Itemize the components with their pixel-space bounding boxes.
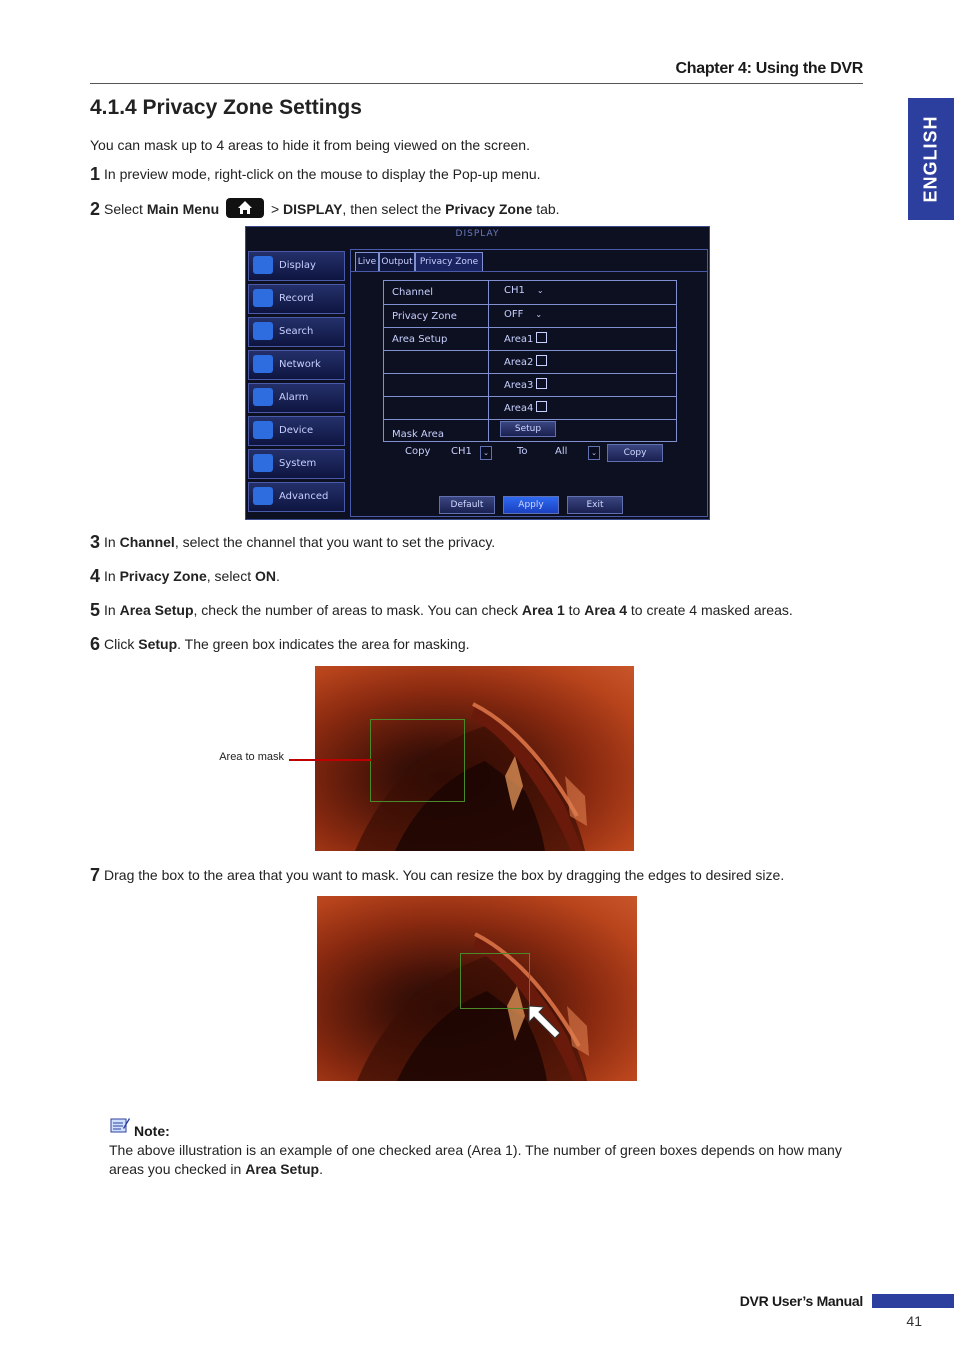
callout-line — [289, 759, 371, 761]
step-6: 6 Click Setup. The green box indicates the area for masking. — [90, 634, 470, 654]
gear-icon — [253, 454, 273, 472]
monitor-icon — [253, 256, 273, 274]
tab-live[interactable]: Live — [355, 252, 379, 272]
sidebar-item-device[interactable]: Device — [248, 416, 345, 446]
language-tab: ENGLISH — [908, 98, 954, 220]
copy-to-select[interactable]: All — [555, 446, 568, 457]
area2-checkbox[interactable]: Area2 — [504, 355, 547, 368]
tab-privacy-zone[interactable]: Privacy Zone — [415, 252, 483, 272]
dvr-sidebar — [248, 249, 345, 517]
footer-accent-bar — [872, 1294, 954, 1308]
arrow-cursor-icon — [525, 1002, 565, 1042]
sidebar-item-display[interactable]: Display — [248, 251, 345, 281]
mask-area-box-moved[interactable] — [460, 953, 530, 1009]
exit-button[interactable]: Exit — [567, 496, 623, 514]
alarm-icon — [253, 388, 273, 406]
area-to-mask-callout: Area to mask — [219, 751, 284, 763]
mask-area-box[interactable] — [370, 719, 465, 802]
default-button[interactable]: Default — [439, 496, 495, 514]
step-2: 2 Select Main Menu > DISPLAY, then select the Privacy Zone tab. — [90, 199, 560, 219]
privacy-zone-label: Privacy Zone — [392, 311, 457, 322]
sidebar-item-network[interactable]: Network — [248, 350, 345, 380]
sidebar-item-record[interactable]: Record — [248, 284, 345, 314]
search-icon — [253, 322, 273, 340]
area4-checkbox[interactable]: Area4 — [504, 401, 547, 414]
footer-manual-title: DVR User’s Manual — [739, 1293, 863, 1309]
copy-label: Copy — [405, 446, 431, 457]
note-icon — [109, 1116, 131, 1134]
device-icon — [253, 421, 273, 439]
privacy-zone-select[interactable]: OFF ⌄ — [504, 309, 543, 320]
sidebar-item-system[interactable]: System — [248, 449, 345, 479]
tab-output[interactable]: Output — [379, 252, 415, 272]
page-number: 41 — [906, 1313, 922, 1329]
chapter-header: Chapter 4: Using the DVR — [675, 60, 863, 77]
area3-checkbox[interactable]: Area3 — [504, 378, 547, 391]
network-icon — [253, 355, 273, 373]
home-icon — [226, 198, 264, 218]
copy-button[interactable]: Copy — [607, 444, 663, 462]
apply-button[interactable]: Apply — [503, 496, 559, 514]
area-setup-label: Area Setup — [392, 334, 448, 345]
intro-text: You can mask up to 4 areas to hide it from being viewed on the screen. — [90, 137, 530, 153]
channel-label: Channel — [392, 287, 434, 298]
setup-button[interactable]: Setup — [500, 421, 556, 437]
step-3: 3 In Channel, select the channel that you want to set the privacy. — [90, 532, 496, 552]
mask-area-label: Mask Area — [392, 429, 444, 440]
record-icon — [253, 289, 273, 307]
copy-from-select[interactable]: CH1 — [451, 446, 472, 457]
step-1: 1 In preview mode, right-click on the mouse to display the Pop-up menu. — [90, 164, 541, 184]
area1-checkbox[interactable]: Area1 — [504, 332, 547, 345]
note-title: Note: — [134, 1123, 170, 1139]
section-title: 4.1.4 Privacy Zone Settings — [90, 96, 362, 119]
step-5: 5 In Area Setup, check the number of areas to mask. You can check Area 1 to Area 4 to create 4 masked areas. — [90, 600, 793, 620]
sidebar-item-search[interactable]: Search — [248, 317, 345, 347]
copy-to-dropdown-icon[interactable]: ⌄ — [588, 446, 600, 460]
sidebar-item-advanced[interactable]: Advanced — [248, 482, 345, 512]
note-text: The above illustration is an example of one checked area (Area 1). The number of green boxes depends on how many areas you checked in Area Setup. — [109, 1142, 842, 1177]
dvr-main-panel — [350, 249, 708, 517]
header-rule — [90, 83, 863, 84]
channel-select[interactable]: CH1 ⌄ — [504, 285, 544, 296]
copy-from-dropdown-icon[interactable]: ⌄ — [480, 446, 492, 460]
dvr-menu-title: DISPLAY — [455, 229, 500, 239]
step-7: 7 Drag the box to the area that you want to mask. You can resize the box by dragging the edges to desired size. — [90, 865, 785, 885]
staircase-photo-2 — [317, 896, 637, 1081]
copy-to-label: To — [517, 446, 528, 457]
privacy-settings-grid — [383, 280, 677, 442]
step-4: 4 In Privacy Zone, select ON. — [90, 566, 280, 586]
sidebar-item-alarm[interactable]: Alarm — [248, 383, 345, 413]
wrench-icon — [253, 487, 273, 505]
dvr-display-menu — [245, 226, 710, 520]
